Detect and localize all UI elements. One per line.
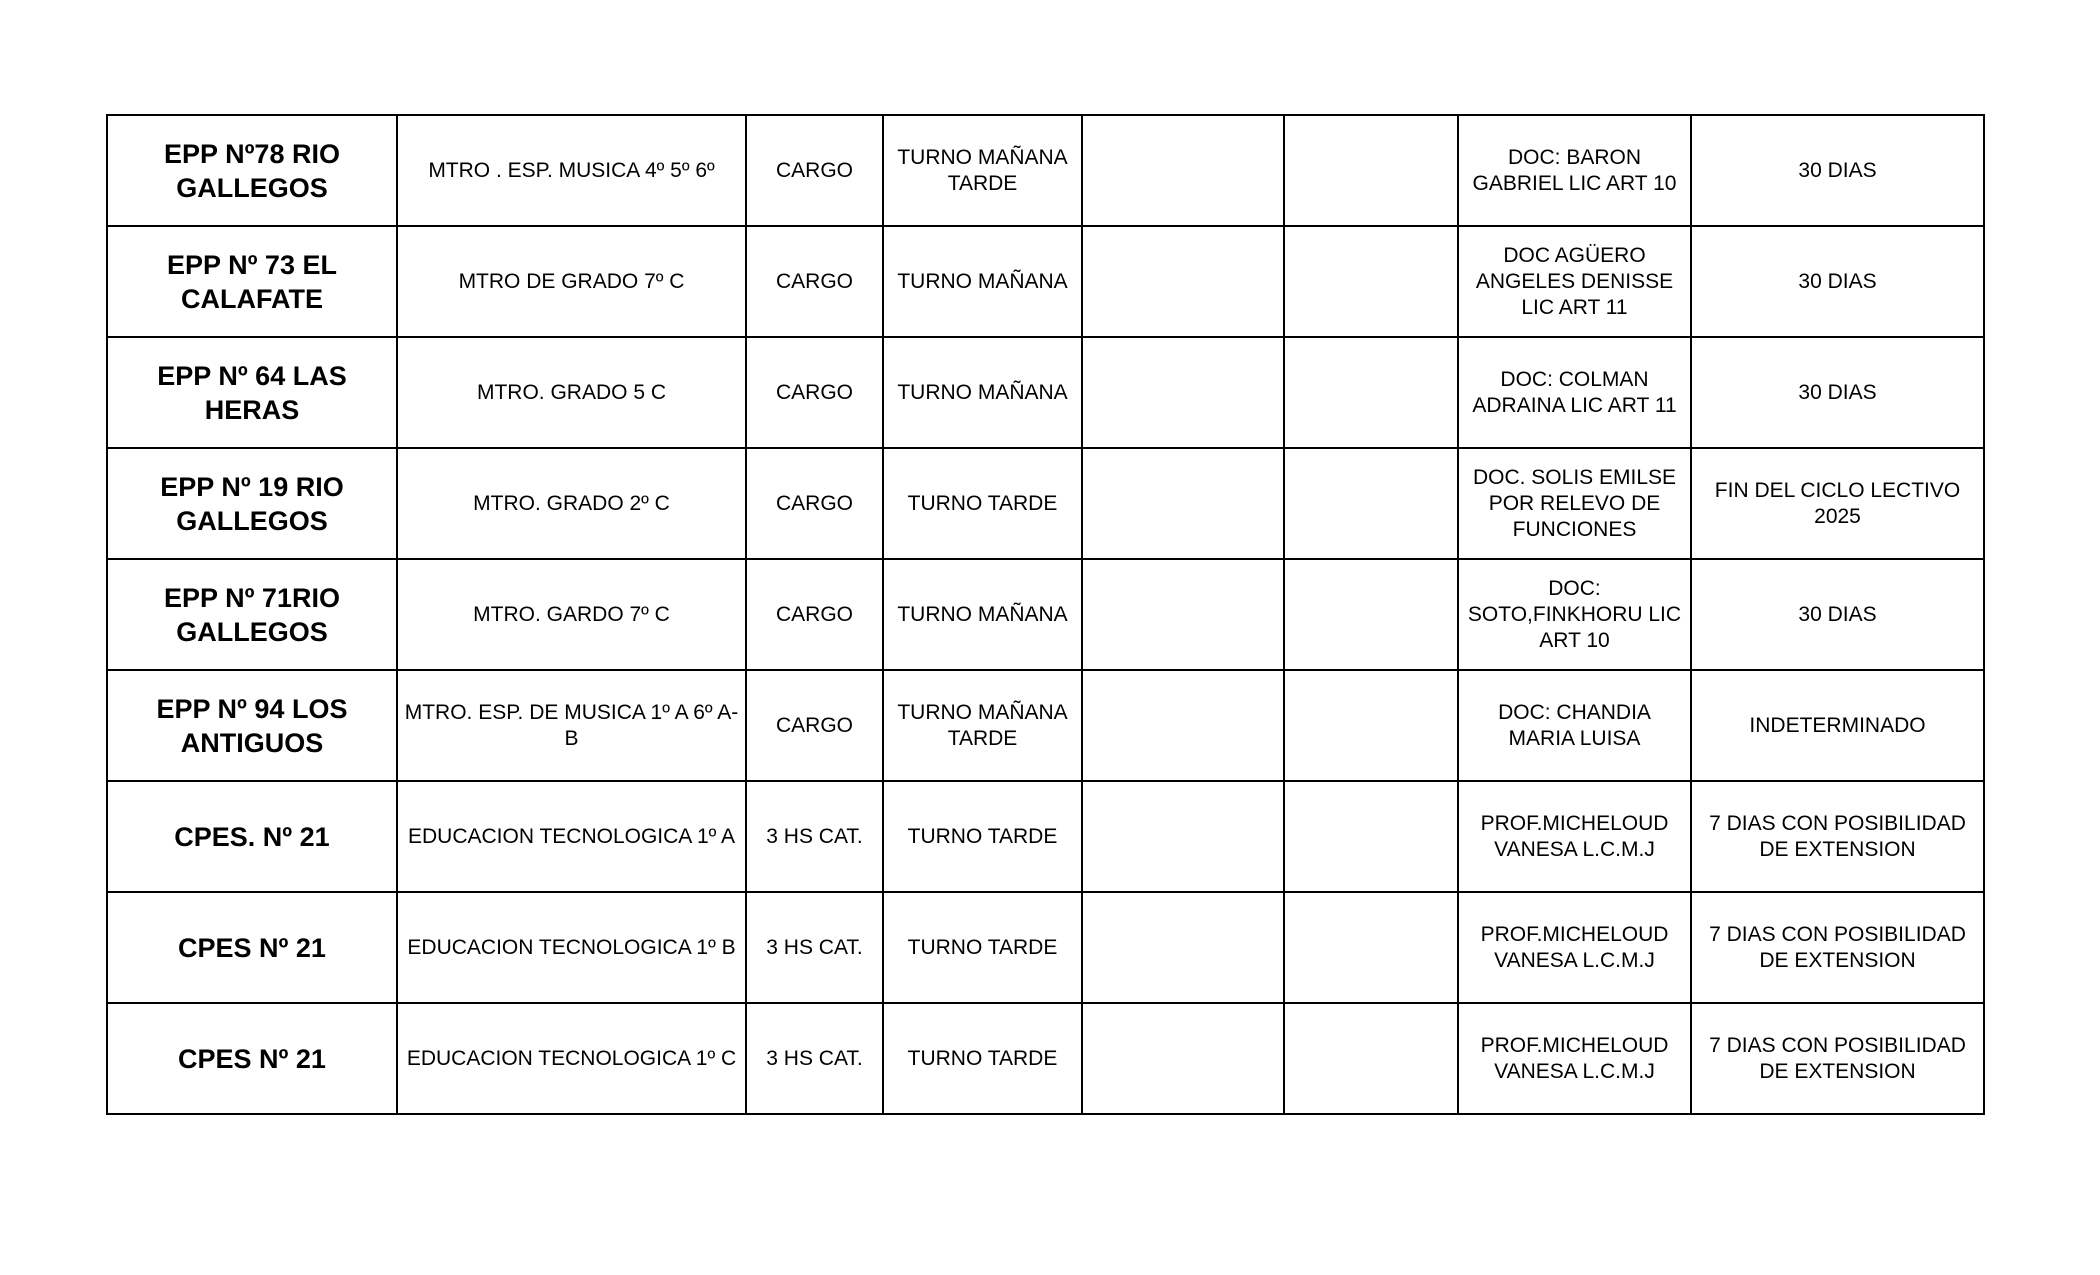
subject-cell: MTRO. ESP. DE MUSICA 1º A 6º A-B	[397, 670, 746, 781]
subject-cell: MTRO DE GRADO 7º C	[397, 226, 746, 337]
type-cell: CARGO	[746, 448, 883, 559]
empty-cell	[1284, 448, 1458, 559]
period-cell: 30 DIAS	[1691, 115, 1984, 226]
type-cell: CARGO	[746, 115, 883, 226]
empty-cell	[1082, 226, 1284, 337]
school-cell: EPP Nº 71RIO GALLEGOS	[107, 559, 397, 670]
school-cell: CPES. Nº 21	[107, 781, 397, 892]
subject-cell: MTRO. GRADO 5 C	[397, 337, 746, 448]
shift-cell: TURNO MAÑANA	[883, 226, 1082, 337]
empty-cell	[1082, 892, 1284, 1003]
school-cell: EPP Nº 64 LAS HERAS	[107, 337, 397, 448]
school-cell: EPP Nº 73 EL CALAFATE	[107, 226, 397, 337]
empty-cell	[1284, 559, 1458, 670]
school-cell: EPP Nº 19 RIO GALLEGOS	[107, 448, 397, 559]
type-cell: CARGO	[746, 670, 883, 781]
type-cell: 3 HS CAT.	[746, 1003, 883, 1114]
type-cell: 3 HS CAT.	[746, 892, 883, 1003]
period-cell: 7 DIAS CON POSIBILIDAD DE EXTENSION	[1691, 781, 1984, 892]
teacher-cell: PROF.MICHELOUD VANESA L.C.M.J	[1458, 781, 1691, 892]
subject-cell: MTRO . ESP. MUSICA 4º 5º 6º	[397, 115, 746, 226]
teacher-cell: DOC: SOTO,FINKHORU LIC ART 10	[1458, 559, 1691, 670]
empty-cell	[1284, 226, 1458, 337]
empty-cell	[1082, 670, 1284, 781]
shift-cell: TURNO TARDE	[883, 892, 1082, 1003]
shift-cell: TURNO TARDE	[883, 1003, 1082, 1114]
type-cell: CARGO	[746, 559, 883, 670]
subject-cell: EDUCACION TECNOLOGICA 1º A	[397, 781, 746, 892]
table-row	[107, 670, 1984, 781]
empty-cell	[1284, 781, 1458, 892]
subject-cell: MTRO. GARDO 7º C	[397, 559, 746, 670]
table-row	[107, 1003, 1984, 1114]
table-row	[107, 892, 1984, 1003]
table-row	[107, 448, 1984, 559]
teacher-cell: PROF.MICHELOUD VANESA L.C.M.J	[1458, 892, 1691, 1003]
empty-cell	[1082, 337, 1284, 448]
period-cell: 30 DIAS	[1691, 559, 1984, 670]
shift-cell: TURNO MAÑANA	[883, 337, 1082, 448]
period-cell: FIN DEL CICLO LECTIVO 2025	[1691, 448, 1984, 559]
period-cell: 30 DIAS	[1691, 337, 1984, 448]
table-row	[107, 781, 1984, 892]
empty-cell	[1284, 115, 1458, 226]
teacher-cell: PROF.MICHELOUD VANESA L.C.M.J	[1458, 1003, 1691, 1114]
shift-cell: TURNO MAÑANA TARDE	[883, 115, 1082, 226]
vacancies-table	[106, 114, 1985, 1115]
school-cell: EPP Nº78 RIO GALLEGOS	[107, 115, 397, 226]
empty-cell	[1082, 448, 1284, 559]
empty-cell	[1082, 1003, 1284, 1114]
period-cell: INDETERMINADO	[1691, 670, 1984, 781]
empty-cell	[1082, 559, 1284, 670]
type-cell: CARGO	[746, 226, 883, 337]
period-cell: 7 DIAS CON POSIBILIDAD DE EXTENSION	[1691, 1003, 1984, 1114]
teacher-cell: DOC. SOLIS EMILSE POR RELEVO DE FUNCIONES	[1458, 448, 1691, 559]
empty-cell	[1284, 670, 1458, 781]
teacher-cell: DOC: COLMAN ADRAINA LIC ART 11	[1458, 337, 1691, 448]
table-row	[107, 337, 1984, 448]
period-cell: 7 DIAS CON POSIBILIDAD DE EXTENSION	[1691, 892, 1984, 1003]
school-cell: CPES Nº 21	[107, 892, 397, 1003]
type-cell: CARGO	[746, 337, 883, 448]
teacher-cell: DOC AGÜERO ANGELES DENISSE LIC ART 11	[1458, 226, 1691, 337]
teacher-cell: DOC: BARON GABRIEL LIC ART 10	[1458, 115, 1691, 226]
table-row	[107, 115, 1984, 226]
shift-cell: TURNO MAÑANA	[883, 559, 1082, 670]
school-cell: CPES Nº 21	[107, 1003, 397, 1114]
table-row	[107, 559, 1984, 670]
shift-cell: TURNO MAÑANA TARDE	[883, 670, 1082, 781]
empty-cell	[1284, 892, 1458, 1003]
table-row	[107, 226, 1984, 337]
subject-cell: MTRO. GRADO 2º C	[397, 448, 746, 559]
shift-cell: TURNO TARDE	[883, 781, 1082, 892]
empty-cell	[1284, 337, 1458, 448]
teacher-cell: DOC: CHANDIA MARIA LUISA	[1458, 670, 1691, 781]
subject-cell: EDUCACION TECNOLOGICA 1º C	[397, 1003, 746, 1114]
school-cell: EPP Nº 94 LOS ANTIGUOS	[107, 670, 397, 781]
subject-cell: EDUCACION TECNOLOGICA 1º B	[397, 892, 746, 1003]
type-cell: 3 HS CAT.	[746, 781, 883, 892]
shift-cell: TURNO TARDE	[883, 448, 1082, 559]
empty-cell	[1082, 781, 1284, 892]
empty-cell	[1082, 115, 1284, 226]
period-cell: 30 DIAS	[1691, 226, 1984, 337]
empty-cell	[1284, 1003, 1458, 1114]
